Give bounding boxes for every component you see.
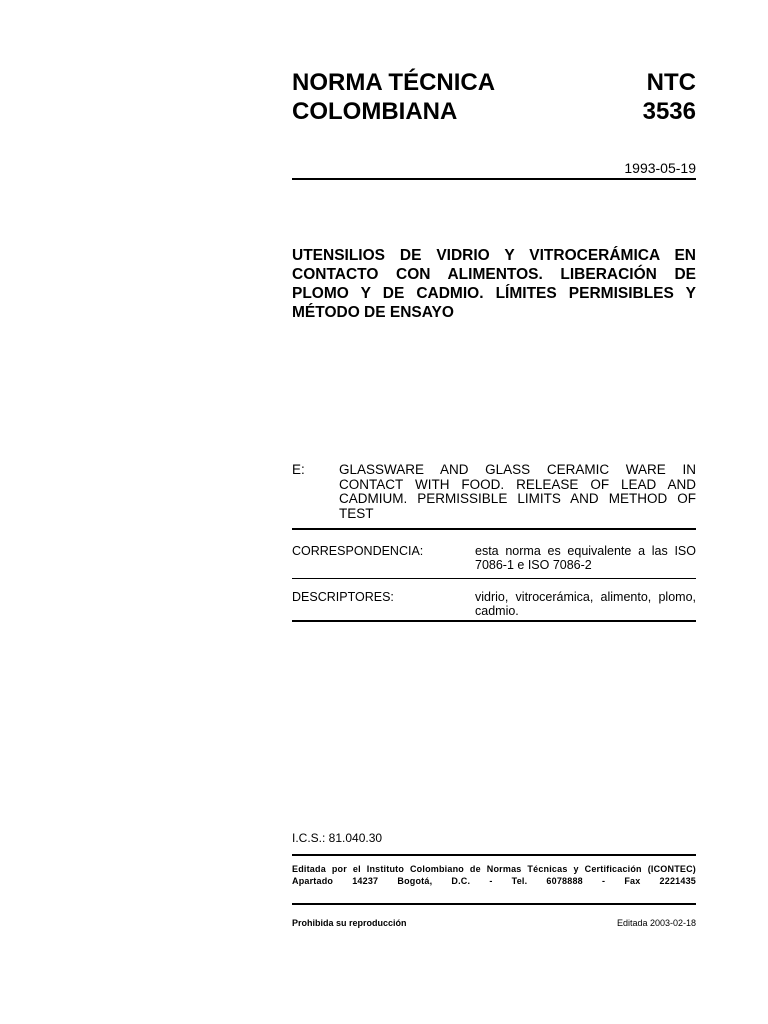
standard-code [643,68,696,126]
english-title: GLASSWARE AND GLASS CERAMIC WARE IN CONTACT WITH FOOD. RELEASE OF LEAD AND CADMIUM. PERMISSIBLE LIMITS AND METHOD OF TEST [339,462,696,521]
header-divider [292,178,696,180]
publication-date: 1993-05-19 [624,160,696,176]
descriptores-row [292,590,696,618]
info-divider-top [292,528,696,530]
reproduction-notice: Prohibida su reproducción [292,918,407,928]
descriptores-label: DESCRIPTORES: [292,590,394,604]
descriptores-value: vidrio, vitrocerámica, alimento, plomo, cadmio. [475,590,696,618]
correspondencia-value: esta norma es equivalente a las ISO 7086-1 e ISO 7086-2 [475,544,696,572]
publisher-info: Editada por el Instituto Colombiano de Normas Técnicas y Certificación (ICONTEC) Apartado 14237 Bogotá, D.C. - Tel. 6078888 - Fax 2221435 [292,864,696,886]
english-code: E: [292,462,305,477]
standard-name-line1: NORMA TÉCNICA [292,69,496,96]
document-title: UTENSILIOS DE VIDRIO Y VITROCERÁMICA EN CONTACTO CON ALIMENTOS. LIBERACIÓN DE PLOMO Y DE CADMIO. LÍMITES PERMISIBLES Y MÉTODO DE ENSAYO [292,247,696,321]
footer-divider-bottom [292,903,696,905]
info-divider-middle [292,578,696,579]
info-divider-bottom [292,620,696,622]
standard-code-line2: 3536 [642,98,696,125]
standard-name [292,68,495,126]
correspondencia-row [292,544,696,572]
edition-date: Editada 2003-02-18 [616,918,696,928]
ics-code: I.C.S.: 81.040.30 [292,831,383,845]
document-page [292,0,696,1024]
correspondencia-label: CORRESPONDENCIA: [292,544,424,558]
standard-code-line1: NTC [646,69,696,96]
footer [292,918,696,928]
header [292,68,696,126]
english-title-block [292,463,696,521]
footer-divider-top [292,854,696,856]
standard-name-line2: COLOMBIANA [292,98,458,125]
